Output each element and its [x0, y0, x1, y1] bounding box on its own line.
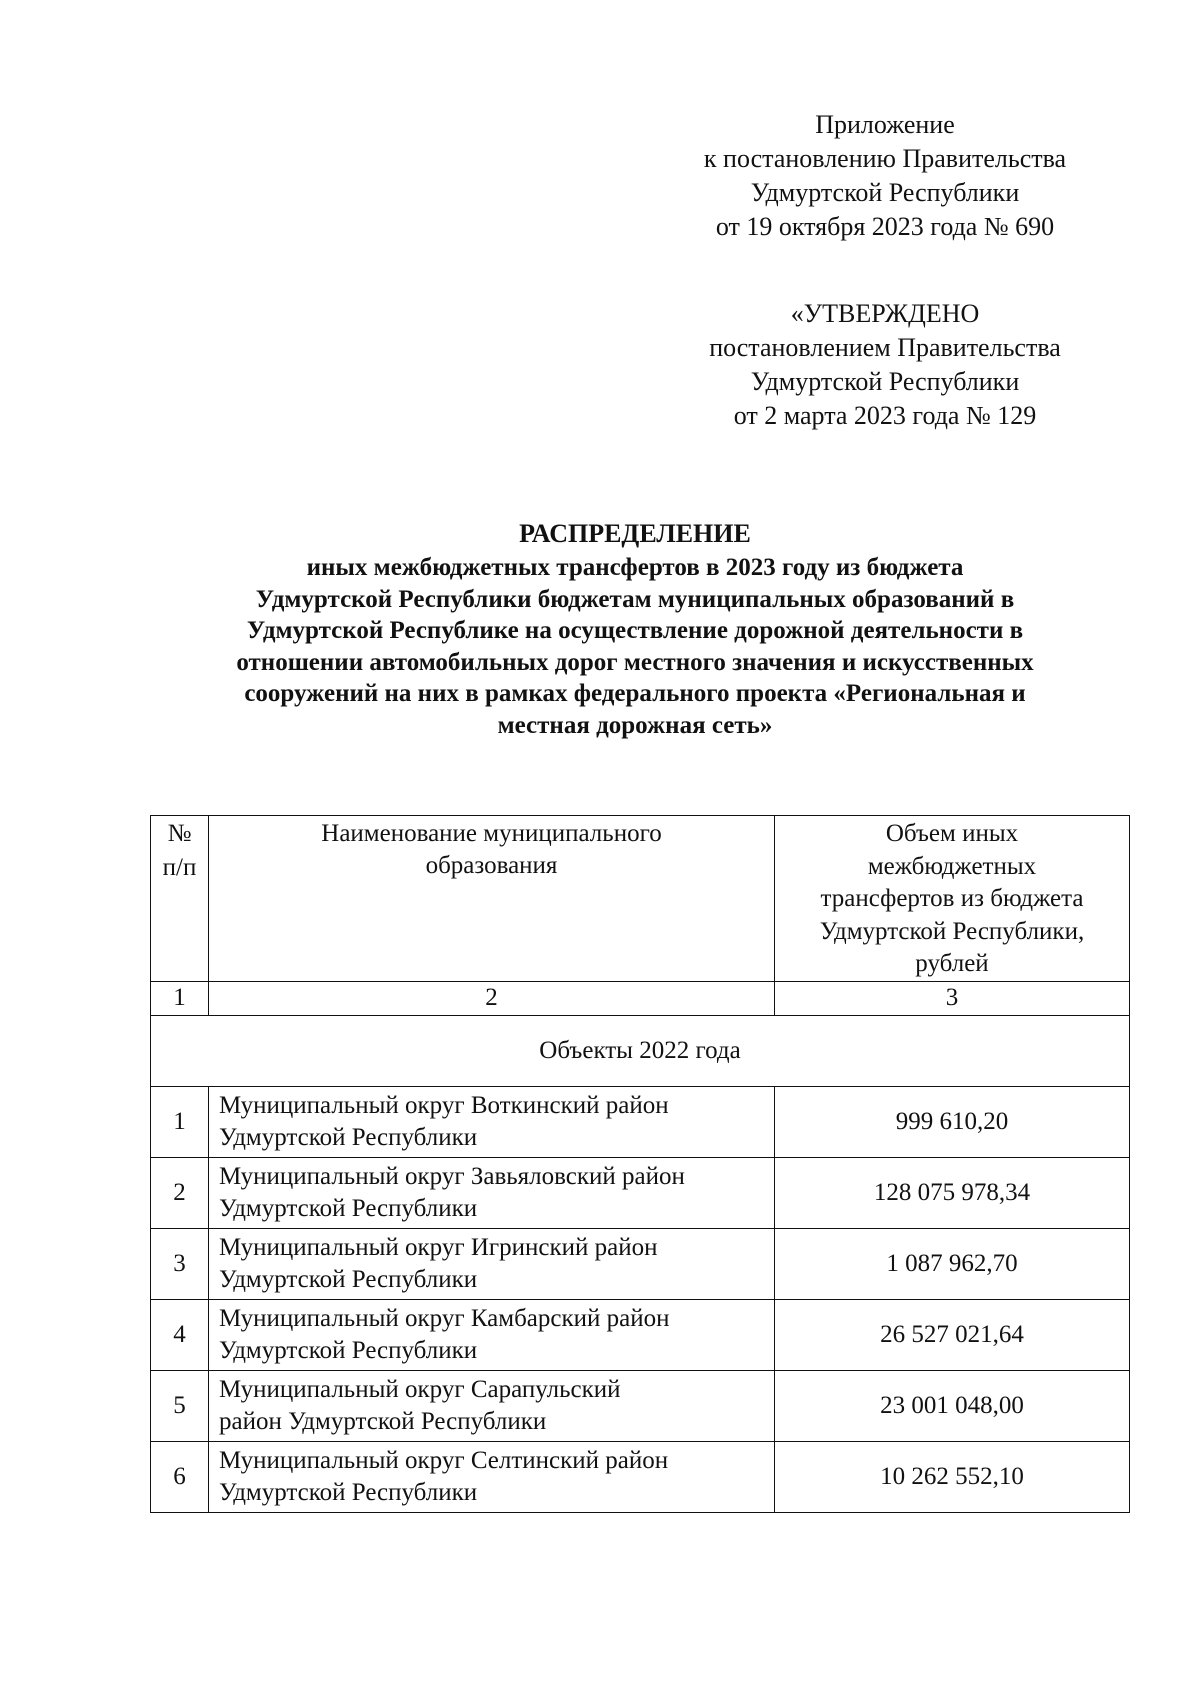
row-number: 5 [151, 1370, 209, 1441]
table-row [151, 1086, 1130, 1157]
row-number: 2 [151, 1157, 209, 1228]
row-number: 6 [151, 1441, 209, 1512]
transfers-table [150, 815, 1130, 1513]
row-name [209, 1228, 775, 1299]
subtitle-line: местная дорожная сеть» [497, 711, 773, 739]
table-row [151, 1228, 1130, 1299]
appendix-line: Удмуртской Республики [750, 178, 1020, 207]
approved-header [655, 297, 1115, 433]
row-amount: 999 610,20 [775, 1086, 1130, 1157]
header-number-line: № [167, 820, 192, 847]
row-number: 4 [151, 1299, 209, 1370]
header-amount-line: Объем иных [885, 820, 1019, 847]
document-subtitle [150, 552, 1120, 741]
index-cell: 1 [151, 981, 209, 1015]
table-row [151, 1441, 1130, 1512]
row-name-line: Муниципальный округ Сарапульский [219, 1375, 621, 1403]
table-index-row [151, 981, 1130, 1015]
row-name-line: Удмуртской Республики [219, 1336, 478, 1364]
subtitle-line: Удмуртской Республики бюджетам муниципальных образований в [255, 585, 1015, 613]
subtitle-line: сооружений на них в рамках федерального проекта «Региональная и [244, 680, 1026, 707]
row-amount: 10 262 552,10 [775, 1441, 1130, 1512]
approved-line: «УТВЕРЖДЕНО [790, 299, 980, 328]
row-amount: 128 075 978,34 [775, 1157, 1130, 1228]
row-name-line: Удмуртской Республики [219, 1265, 478, 1293]
row-number: 1 [151, 1086, 209, 1157]
row-name [209, 1086, 775, 1157]
subtitle-line: Удмуртской Республике на осуществление дорожной деятельности в [246, 617, 1024, 644]
subtitle-line: отношении автомобильных дорог местного значения и искусственных [236, 648, 1034, 676]
row-name [209, 1370, 775, 1441]
header-name-line: Наименование муниципального [321, 820, 662, 847]
row-name-line: Удмуртской Республики [219, 1194, 478, 1222]
row-amount: 26 527 021,64 [775, 1299, 1130, 1370]
subtitle-line: иных межбюджетных трансфертов в 2023 году из бюджета [306, 554, 964, 581]
header-number-line: п/п [162, 854, 197, 881]
row-name-line: Муниципальный округ Селтинский район [219, 1446, 669, 1474]
header-amount-line: трансфертов из бюджета [820, 885, 1084, 912]
row-amount: 1 087 962,70 [775, 1228, 1130, 1299]
table-section-row [151, 1015, 1130, 1086]
row-name [209, 1157, 775, 1228]
approved-line: от 2 марта 2023 года № 129 [733, 401, 1037, 430]
section-title: Объекты 2022 года [151, 1015, 1130, 1086]
row-name-line: Удмуртской Республики [219, 1123, 478, 1151]
header-amount-line: Удмуртской Республики, [819, 917, 1085, 945]
table-header-row [151, 816, 1130, 982]
appendix-line: к постановлению Правительства [703, 144, 1067, 173]
appendix-line: от 19 октября 2023 года № 690 [715, 212, 1055, 241]
document-title: РАСПРЕДЕЛЕНИЕ [519, 519, 751, 548]
row-name-line: Муниципальный округ Игринский район [219, 1233, 658, 1261]
table-row [151, 1299, 1130, 1370]
header-amount-line: межбюджетных [867, 852, 1037, 880]
table-row [151, 1370, 1130, 1441]
row-name-line: Муниципальный округ Воткинский район [219, 1091, 669, 1119]
row-amount: 23 001 048,00 [775, 1370, 1130, 1441]
header-number [151, 816, 209, 982]
row-name [209, 1299, 775, 1370]
header-amount-line: рублей [915, 950, 989, 977]
row-name-line: Муниципальный округ Камбарский район [219, 1304, 670, 1332]
row-name-line: Муниципальный округ Завьяловский район [219, 1162, 685, 1190]
index-cell: 3 [775, 981, 1130, 1015]
approved-line: постановлением Правительства [709, 333, 1061, 362]
index-cell: 2 [209, 981, 775, 1015]
appendix-line: Приложение [815, 110, 955, 139]
row-name-line: Удмуртской Республики [219, 1478, 478, 1506]
header-amount [775, 816, 1130, 982]
row-number: 3 [151, 1228, 209, 1299]
header-name-line: образования [425, 852, 558, 879]
approved-line: Удмуртской Республики [750, 367, 1020, 396]
header-name [209, 816, 775, 982]
row-name-line: район Удмуртской Республики [219, 1407, 547, 1435]
table-row [151, 1157, 1130, 1228]
row-name [209, 1441, 775, 1512]
appendix-header [655, 108, 1115, 244]
